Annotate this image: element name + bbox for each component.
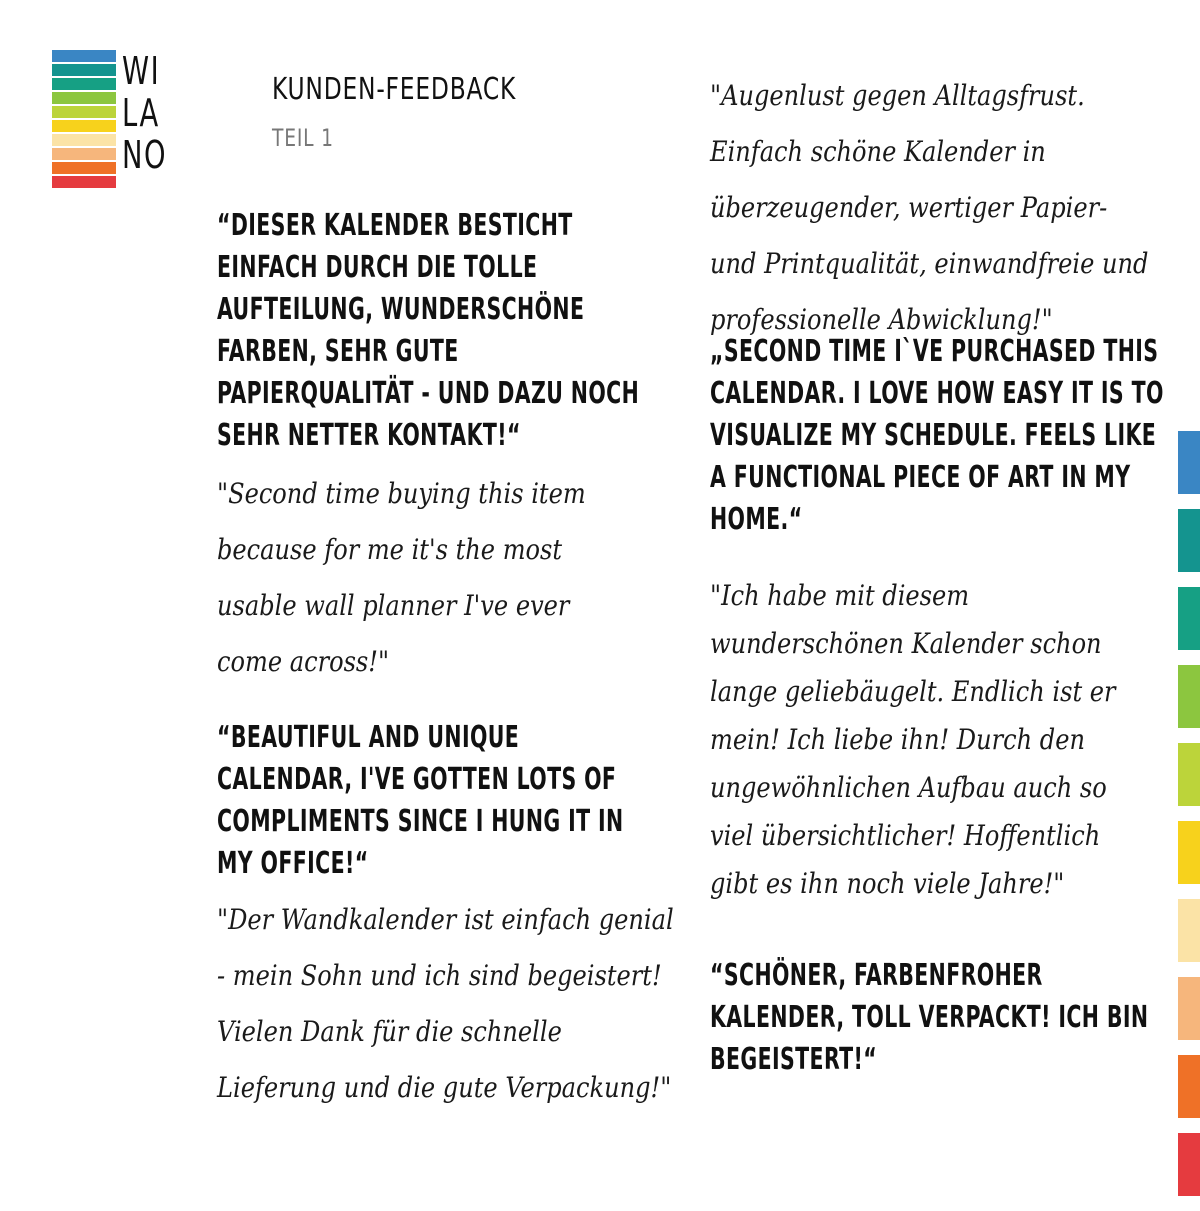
logo-bar-3 bbox=[52, 78, 116, 90]
testimonial-bold-4: “SCHÖNER, FARBENFROHER KALENDER, TOLL VERPACKT! ICH BIN BEGEISTERT!“ bbox=[710, 958, 1149, 1077]
side-strip-block-10 bbox=[1178, 1133, 1200, 1196]
side-strip-block-3 bbox=[1178, 587, 1200, 650]
logo-bar-2 bbox=[52, 64, 116, 76]
logo-bar-4 bbox=[52, 92, 116, 104]
testimonial-bold-2: “BEAUTIFUL AND UNIQUE CALENDAR, I'VE GOTTEN LOTS OF COMPLIMENTS SINCE I HUNG IT IN MY OFFICE!“ bbox=[217, 720, 624, 881]
side-strip-block-5 bbox=[1178, 743, 1200, 806]
logo-bar-9 bbox=[52, 162, 116, 174]
logo-wordmark bbox=[122, 50, 178, 176]
side-strip-block-6 bbox=[1178, 821, 1200, 884]
side-strip-block-4 bbox=[1178, 665, 1200, 728]
side-strip-block-9 bbox=[1178, 1055, 1200, 1118]
testimonial-script-4: "Ich habe mit diesem wunderschönen Kalender schon lange geliebäugelt. Endlich ist er mein! Ich liebe ihn! Durch den ungewöhnlichen Aufbau auch so viel übersichtlicher! Hoffentlich gibt es ihn noch viele Jahre!" bbox=[710, 579, 1116, 900]
logo-bar-10 bbox=[52, 176, 116, 188]
testimonial-script-3: "Augenlust gegen Alltagsfrust. Einfach schöne Kalender in überzeugender, wertiger Papier- und Printqualität, einwandfreie und professionelle Abwicklung!" bbox=[710, 79, 1149, 336]
logo-bar-5 bbox=[52, 106, 116, 118]
side-color-strip bbox=[1178, 431, 1200, 1211]
logo-bar-6 bbox=[52, 120, 116, 132]
testimonial-script-1: "Second time buying this item because for me it's the most usable wall planner I've ever come across!" bbox=[217, 477, 586, 678]
side-strip-block-8 bbox=[1178, 977, 1200, 1040]
side-strip-block-1 bbox=[1178, 431, 1200, 494]
logo-bar-1 bbox=[52, 50, 116, 62]
testimonial-script-2: "Der Wandkalender ist einfach genial - mein Sohn und ich sind begeistert! Vielen Dank für die schnelle Lieferung und die gute Verpackung!" bbox=[217, 903, 674, 1104]
logo-bar-7 bbox=[52, 134, 116, 146]
wilano-logo bbox=[52, 50, 182, 220]
logo-letters-2: LA bbox=[122, 91, 160, 135]
testimonial-bold-3: „SECOND TIME I`VE PURCHASED THIS CALENDAR. I LOVE HOW EASY IT IS TO VISUALIZE MY SCHEDULE. FEELS LIKE A FUNCTIONAL PIECE OF ART IN MY HOME.“ bbox=[710, 334, 1164, 537]
logo-letters-3: NO bbox=[122, 133, 168, 177]
logo-color-bars bbox=[52, 50, 116, 190]
side-strip-block-2 bbox=[1178, 509, 1200, 572]
page-title: KUNDEN-FEEDBACK bbox=[272, 72, 517, 107]
testimonial-bold-1: “DIESER KALENDER BESTICHT EINFACH DURCH DIE TOLLE AUFTEILUNG, WUNDERSCHÖNE FARBEN, SEHR GUTE PAPIERQUALITÄT - UND DAZU NOCH SEHR NETTER KONTAKT!“ bbox=[217, 208, 640, 453]
page-subtitle: TEIL 1 bbox=[272, 124, 334, 152]
side-strip-block-7 bbox=[1178, 899, 1200, 962]
logo-bar-8 bbox=[52, 148, 116, 160]
logo-letters-1: WI bbox=[122, 49, 161, 93]
